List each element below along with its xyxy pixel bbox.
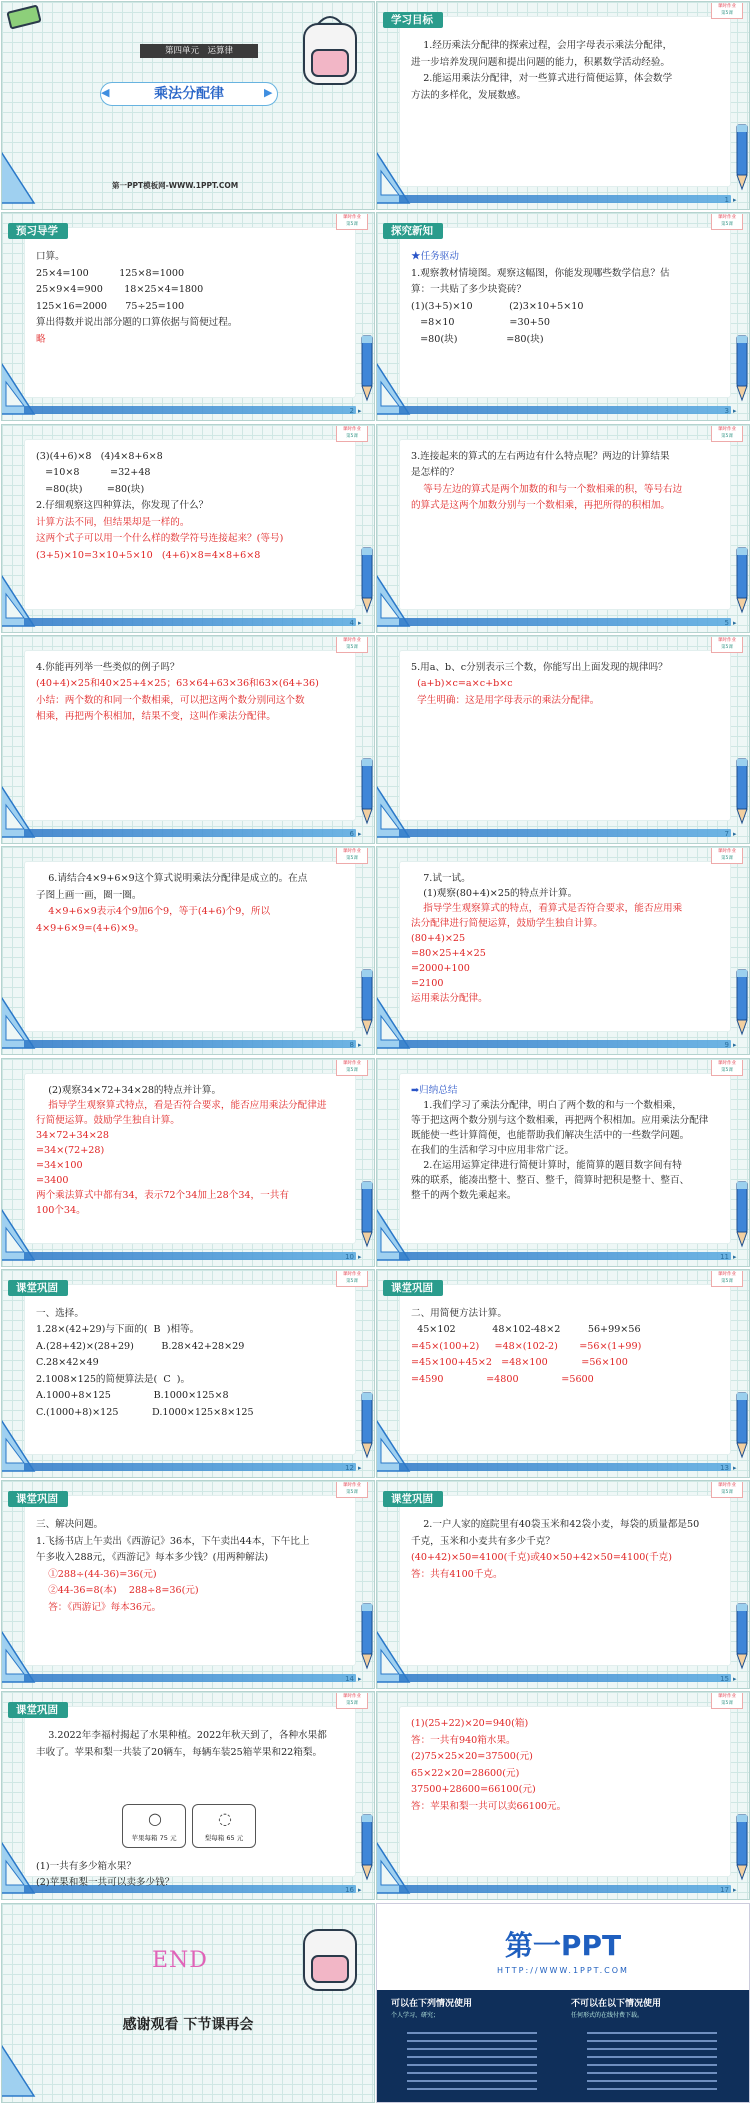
text-line: (2)观察34×72+34×28的特点并计算。 <box>36 1084 222 1096</box>
slide-s3 <box>376 212 750 421</box>
text-line: 2.仔细观察这四种算法，你发现了什么？ <box>36 500 209 512</box>
slide-s13 <box>376 1269 750 1478</box>
progress-strip <box>24 1463 356 1471</box>
page-number: 11 <box>720 1252 729 1261</box>
section-header: 课堂巩固 <box>8 1280 68 1296</box>
promo-link-line[interactable] <box>407 2040 537 2042</box>
text-line: 计算方法不同，但结果却是一样的。 <box>36 516 190 528</box>
text-line: C.(1000+8)×125 D.1000×125×8×125 <box>36 1406 254 1418</box>
slide-s8 <box>1 846 375 1055</box>
page-number: 13 <box>720 1463 729 1472</box>
promo-link-line[interactable] <box>407 2032 537 2034</box>
text-line: ②44-36=8(本) 288÷8=36(元) <box>36 1585 199 1597</box>
question-2: (2)苹果和梨一共可以卖多少钱？ <box>36 1877 175 1889</box>
text-line: =45×100+45×2 =48×100 =56×100 <box>411 1357 628 1369</box>
section-header: 学习目标 <box>383 12 443 28</box>
text-line: 千克，玉米和小麦共有多少千克？ <box>411 1535 555 1547</box>
lesson-tab <box>336 637 368 653</box>
slide-s16 <box>1 1691 375 1900</box>
progress-strip <box>399 195 731 203</box>
promo-left-sub: 个人学习、研究； <box>391 2011 440 2019</box>
promo-link-line[interactable] <box>587 2040 717 2042</box>
tab-top: 课时作业 <box>343 426 361 432</box>
tab-top: 课时作业 <box>343 1060 361 1066</box>
text-line: 2.1008×125的简便算法是( C )。 <box>36 1373 191 1385</box>
progress-strip <box>24 406 356 414</box>
pencil-icon <box>356 332 375 402</box>
promo-left-title: 可以在下列情况使用 <box>391 1998 473 2009</box>
lesson-tab <box>336 848 368 864</box>
promo-link-line[interactable] <box>587 2032 717 2034</box>
pencil-icon <box>356 966 375 1036</box>
lesson-tab <box>336 1482 368 1498</box>
page-number: 6 <box>349 829 354 838</box>
lesson-tab <box>711 1271 743 1287</box>
text-line: 算：一共贴了多少块瓷砖？ <box>411 284 527 296</box>
promo-link-line[interactable] <box>407 2064 537 2066</box>
text-line: =2000+100 <box>411 963 470 975</box>
text-line: 3.2022年李福村揭起了水果种植。2022年秋天到了，各种水果都 <box>36 1730 327 1742</box>
text-line: =80(块) =80(块) <box>411 333 544 345</box>
next-slide-icon[interactable]: ▸ <box>358 1886 362 1895</box>
page-number: 2 <box>349 407 354 416</box>
pencil-icon <box>356 1389 375 1459</box>
tab-top: 课时作业 <box>718 426 736 432</box>
next-slide-icon[interactable]: ▸ <box>358 829 362 838</box>
text-line: =3400 <box>36 1174 69 1186</box>
promo-link-line[interactable] <box>407 2088 537 2090</box>
slide-s11 <box>376 1058 750 1267</box>
text-line: 殊的联系，能凑出整十、整百、整千，简算时把积是整十、整百、 <box>411 1174 690 1186</box>
text-line: 45×102 48×102-48×2 56+99×56 <box>411 1324 641 1336</box>
pencil-icon <box>356 755 375 825</box>
text-line: 算出得数并说出部分题的口算依据与简便过程。 <box>36 317 238 329</box>
lesson-tab <box>711 3 743 19</box>
slide-text <box>411 1083 723 1203</box>
text-line: =34×(72+28) <box>36 1144 105 1156</box>
progress-strip <box>399 1463 731 1471</box>
text-line: 丰收了。苹果和梨一共装了20辆车，每辆车装25箱苹果和22箱梨。 <box>36 1746 323 1758</box>
text-line: 4.你能再列举一些类似的例子吗？ <box>36 661 180 673</box>
tab-top: 课时作业 <box>718 4 736 9</box>
promo-link-line[interactable] <box>407 2056 537 2058</box>
tab-top: 课时作业 <box>343 1483 361 1489</box>
slide-text <box>36 660 348 726</box>
slide-text <box>411 1716 723 1815</box>
pear-price-label: 梨每箱 65 元 <box>204 1834 244 1843</box>
page-number: 17 <box>720 1886 729 1895</box>
text-line: 2.在运用运算定律进行简便计算时，能简算的题目数字间有特 <box>411 1159 682 1171</box>
page-number: 15 <box>720 1675 729 1684</box>
text-line: 1.我们学习了乘法分配律，明白了两个数的和与一个数相乘， <box>411 1099 682 1111</box>
slide-text <box>36 1728 348 1761</box>
promo-right-sub: 任何形式的在线付费下载。 <box>571 2011 644 2019</box>
text-line: 口算。 <box>36 251 65 263</box>
text-line: 2.一户人家的庭院里有40袋玉米和42袋小麦，每袋的质量都是50 <box>411 1519 700 1531</box>
lesson-tab <box>711 1060 743 1076</box>
page-number: 14 <box>345 1675 354 1684</box>
pencil-icon <box>356 544 375 614</box>
tab-top: 课时作业 <box>718 637 736 643</box>
text-line: 在我们的生活和学习中应用非常广泛。 <box>411 1144 575 1156</box>
next-slide-icon[interactable]: ▸ <box>733 1252 737 1261</box>
text-line: 6.请结合4×9+6×9这个算式说明乘法分配律是成立的。在点 <box>36 873 308 885</box>
tab-bottom: 第5课 <box>721 11 733 16</box>
slide-text <box>36 871 348 937</box>
apple-box <box>122 1804 186 1848</box>
thanks-text: 感谢观看 下节课再会 <box>122 2016 254 2033</box>
next-slide-icon[interactable]: ▸ <box>733 407 737 416</box>
pencil-icon <box>356 1600 375 1670</box>
lesson-tab <box>336 1271 368 1287</box>
tab-top: 课时作业 <box>718 1271 736 1277</box>
lesson-tab <box>711 637 743 653</box>
lesson-tab <box>711 426 743 442</box>
text-line: 37500+28600=66100(元) <box>411 1784 536 1796</box>
text-line: 等于把这两个数分别与这个数相乘，再把两个积相加。应用乘法分配律 <box>411 1114 709 1126</box>
pencil-icon <box>731 121 750 191</box>
text-line: =10×8 =32+48 <box>36 467 151 479</box>
page-number: 3 <box>724 407 729 416</box>
slide-s14 <box>1 1480 375 1689</box>
text-line: 答：《西游记》每本36元。 <box>36 1601 162 1613</box>
progress-strip <box>24 1252 356 1260</box>
text-line: (a+b)×c=a×c+b×c <box>411 678 513 690</box>
tab-bottom: 第5课 <box>346 644 358 650</box>
progress-strip <box>399 1674 731 1682</box>
text-line: 午多收入288元，《西游记》每本多少钱？(用两种解法) <box>36 1552 269 1564</box>
promo-link-line[interactable] <box>407 2080 537 2082</box>
cover-slide <box>1 1 375 210</box>
next-slide-icon[interactable]: ▸ <box>358 1463 362 1472</box>
tab-top: 课时作业 <box>343 1271 361 1277</box>
text-line: 答：共有4100千克。 <box>411 1568 503 1580</box>
pencil-icon <box>731 755 750 825</box>
progress-strip <box>24 618 356 626</box>
tab-top: 课时作业 <box>718 849 736 855</box>
text-line: 100个34。 <box>36 1204 86 1216</box>
progress-strip <box>24 1674 356 1682</box>
text-line: A.(28+42)×(28+29) B.28×42+28×29 <box>36 1340 245 1352</box>
next-slide-icon[interactable]: ▸ <box>733 618 737 627</box>
page-number: 5 <box>724 618 729 627</box>
text-line: 既能使一些计算简便，也能帮助我们解决生活中的一些数学问题。 <box>411 1129 690 1141</box>
page-number: 4 <box>349 618 354 627</box>
tab-top: 课时作业 <box>343 215 361 221</box>
text-line: (3+5)×10=3×10+5×10 (4+6)×8=4×8+6×8 <box>36 549 261 561</box>
slide-text <box>36 1083 348 1218</box>
text-line: 略 <box>36 333 46 345</box>
text-line: =45×(100+2) =48×(102-2) =56×(1+99) <box>411 1340 642 1352</box>
lesson-tab <box>711 1482 743 1498</box>
next-slide-icon[interactable]: ▸ <box>733 1886 737 1895</box>
text-line: 子图上画一画，圈一圈。 <box>36 889 142 901</box>
progress-strip <box>399 406 731 414</box>
tab-top: 课时作业 <box>718 215 736 221</box>
backpack-icon <box>298 1918 362 1994</box>
text-line: ★任务驱动 <box>411 251 459 263</box>
promo-link-line[interactable] <box>587 2056 717 2058</box>
text-line: (40+42)×50=4100(千克)或40×50+42×50=4100(千克) <box>411 1552 672 1564</box>
tab-bottom: 第5课 <box>346 222 358 228</box>
section-header: 课堂巩固 <box>8 1491 68 1507</box>
text-line: =8×10 =30+50 <box>411 317 550 329</box>
progress-strip <box>24 829 356 837</box>
text-line: 等号左边的算式是两个加数的和与一个数相乘的积，等号右边 <box>411 483 683 495</box>
lesson-tab <box>336 214 368 230</box>
text-line: 两个乘法算式中都有34，表示72个34加上28个34，一共有 <box>36 1189 289 1201</box>
apple-icon: ○ <box>148 1809 162 1829</box>
text-line: (3)(4+6)×8 (4)4×8+6×8 <box>36 450 163 462</box>
text-line: 法分配律进行简便运算，鼓励学生独自计算。 <box>411 918 603 930</box>
progress-strip <box>399 1885 731 1893</box>
text-line: ①288÷(44-36)=36(元) <box>36 1568 157 1580</box>
lesson-tab <box>711 1693 743 1709</box>
text-line: C.28×42×49 <box>36 1357 99 1369</box>
lesson-tab <box>711 214 743 230</box>
promo-link-line[interactable] <box>587 2064 717 2066</box>
tab-top: 课时作业 <box>343 1694 361 1700</box>
section-header: 预习导学 <box>8 223 68 239</box>
promo-link-line[interactable] <box>587 2080 717 2082</box>
slide-s4 <box>1 424 375 633</box>
next-slide-icon[interactable]: ▸ <box>358 1675 362 1684</box>
pencil-icon <box>731 1811 750 1881</box>
unit-label: 第四单元 运算律 <box>140 44 258 58</box>
lesson-tab <box>711 848 743 864</box>
pencil-icon <box>731 1389 750 1459</box>
tab-bottom: 第5课 <box>721 1278 733 1284</box>
slide-text <box>411 871 723 1006</box>
next-slide-icon[interactable]: ▸ <box>358 407 362 416</box>
lesson-tab <box>336 1060 368 1076</box>
next-slide-icon[interactable]: ▸ <box>358 1252 362 1261</box>
tab-bottom: 第5课 <box>721 1490 733 1496</box>
triangle-ruler-icon <box>1 145 36 205</box>
slide-s12 <box>1 1269 375 1478</box>
text-line: 1.28×(42+29)与下面的( B )相等。 <box>36 1324 200 1336</box>
slide-s10 <box>1 1058 375 1267</box>
triangle-ruler-icon <box>1 2038 36 2098</box>
text-line: (40+4)×25和40×25+4×25；63×64+63×36和63×(64+36) <box>36 678 319 690</box>
page-number: 16 <box>345 1886 354 1895</box>
text-line: 1.经历乘法分配律的探索过程，会用字母表示乘法分配律， <box>411 40 673 51</box>
promo-link-line[interactable] <box>587 2048 717 2050</box>
tab-bottom: 第5课 <box>721 856 733 862</box>
slide-text <box>411 660 723 710</box>
tab-bottom: 第5课 <box>346 856 358 862</box>
pencil-icon <box>731 544 750 614</box>
slide-text <box>411 449 723 515</box>
promo-slide <box>376 1903 750 2103</box>
pencil-icon <box>731 1600 750 1670</box>
tab-bottom: 第5课 <box>346 1278 358 1284</box>
pencil-icon <box>356 1811 375 1881</box>
progress-strip <box>399 1040 731 1048</box>
pencil-icon <box>731 332 750 402</box>
question-1: (1)一共有多少箱水果？ <box>36 1861 136 1873</box>
text-line: A.1000+8×125 B.1000×125×8 <box>36 1390 229 1402</box>
tab-bottom: 第5课 <box>346 1701 358 1707</box>
progress-strip <box>399 1252 731 1260</box>
text-line: 是怎样的？ <box>411 467 459 479</box>
text-line: 25×4=100 125×8=1000 <box>36 267 185 279</box>
lesson-tab <box>336 1693 368 1709</box>
text-line: 答：一共有940箱水果。 <box>411 1734 516 1746</box>
pencil-icon <box>356 1178 375 1248</box>
progress-strip <box>24 1040 356 1048</box>
pencil-icon <box>731 1178 750 1248</box>
text-line: 三、解决问题。 <box>36 1519 104 1531</box>
text-line: 34×72+34×28 <box>36 1129 109 1141</box>
text-line: 小结：两个数的和同一个数相乘，可以把这两个数分别同这个数 <box>36 694 305 706</box>
promo-link-line[interactable] <box>587 2072 717 2074</box>
slide-text <box>411 1517 723 1583</box>
text-line: 25×9×4=900 18×25×4=1800 <box>36 284 204 296</box>
promo-right-title: 不可以在以下情况使用 <box>571 1998 662 2009</box>
slide-text <box>411 38 723 104</box>
tab-top: 课时作业 <box>718 1694 736 1700</box>
apple-price-label: 苹果每箱 75 元 <box>131 1834 177 1843</box>
page-number: 12 <box>345 1463 354 1472</box>
slide-text <box>36 1306 348 1422</box>
page-number: 1 <box>724 196 729 204</box>
arrow-left-icon: ◀ <box>101 86 110 99</box>
slide-text <box>36 449 348 565</box>
end-slide <box>1 1903 375 2103</box>
promo-link-line[interactable] <box>407 2048 537 2050</box>
text-line: 指导学生观察算式的特点，看算式是否符合要求，能否应用乘 <box>411 903 683 915</box>
slide-text <box>411 249 723 348</box>
text-line: 这两个式子可以用一个什么样的数学符号连接起来？(等号) <box>36 533 284 545</box>
slide-text <box>36 249 348 348</box>
text-line: 2.能运用乘法分配律，对一些算式进行简便运算，体会数学 <box>411 73 673 84</box>
slide-s2 <box>1 212 375 421</box>
section-header: 课堂巩固 <box>383 1491 443 1507</box>
text-line: 的算式是这两个加数分别与一个数相乘，再把所得的积相加。 <box>411 500 671 512</box>
text-line: (1)(25+22)×20=940(箱) <box>411 1718 529 1730</box>
progress-strip <box>399 829 731 837</box>
next-slide-icon[interactable]: ▸ <box>358 1041 362 1050</box>
text-line: 5.用a、b、c分别表示三个数，你能写出上面发现的规律吗？ <box>411 661 668 673</box>
arrow-right-icon: ▶ <box>264 86 273 99</box>
slide-s9 <box>376 846 750 1055</box>
text-line: 进一步培养发现问题和提出问题的能力，积累数学活动经验。 <box>411 56 671 68</box>
text-line: =4590 =4800 =5600 <box>411 1373 594 1385</box>
text-line: 行简便运算。鼓励学生独自计算。 <box>36 1114 180 1126</box>
text-line: =34×100 <box>36 1159 83 1171</box>
section-header: 课堂巩固 <box>383 1280 443 1296</box>
tab-bottom: 第5课 <box>346 1490 358 1496</box>
eraser-icon <box>6 4 41 29</box>
slide-s6 <box>1 635 375 844</box>
next-slide-icon[interactable]: ▸ <box>733 1675 737 1684</box>
lesson-tab <box>336 426 368 442</box>
text-line: 4×9+6×9表示4个9加6个9，等于(4+6)个9，所以 <box>36 906 271 918</box>
text-line: 二、用简便方法计算。 <box>411 1307 507 1319</box>
next-slide-icon[interactable]: ▸ <box>733 829 737 838</box>
text-line: 相乘，再把两个积相加，结果不变，这叫作乘法分配律。 <box>36 711 276 723</box>
progress-strip <box>399 618 731 626</box>
text-line: 答：苹果和梨一共可以卖66100元。 <box>411 1800 567 1812</box>
tab-bottom: 第5课 <box>721 644 733 650</box>
tab-bottom: 第5课 <box>721 1067 733 1073</box>
next-slide-icon[interactable]: ▸ <box>733 1041 737 1050</box>
pear-box <box>192 1804 256 1848</box>
next-slide-icon[interactable]: ▸ <box>733 196 737 204</box>
tab-bottom: 第5课 <box>721 222 733 228</box>
section-header: 探究新知 <box>383 223 443 239</box>
slide-text <box>36 1517 348 1616</box>
tab-top: 课时作业 <box>718 1483 736 1489</box>
text-line: 1.观察教材情境图。观察这幅图，你能发现哪些数学信息？估 <box>411 267 670 279</box>
slide-s1 <box>376 1 750 210</box>
end-word: END <box>152 1947 208 1973</box>
text-line: 3.连接起来的算式的左右两边有什么特点呢？两边的计算结果 <box>411 450 670 462</box>
text-line: 整千的两个数先乘起来。 <box>411 1189 517 1201</box>
text-line: 125×16=2000 75÷25=100 <box>36 300 185 312</box>
text-line: (1)(3+5)×10 (2)3×10+5×10 <box>411 300 584 312</box>
text-line: =80(块) =80(块) <box>36 483 145 495</box>
slide-s7 <box>376 635 750 844</box>
promo-link-line[interactable] <box>587 2088 717 2090</box>
text-line: 方法的多样化，发展数感。 <box>411 89 527 101</box>
page-number: 10 <box>345 1252 354 1261</box>
tab-bottom: 第5课 <box>346 433 358 439</box>
text-line: 1.飞扬书店上午卖出《西游记》36本，下午卖出44本，下午比上 <box>36 1535 310 1547</box>
text-line: 一、选择。 <box>36 1307 84 1319</box>
text-line: 指导学生观察算式特点，看是否符合要求，能否应用乘法分配律进 <box>36 1099 327 1111</box>
tab-top: 课时作业 <box>718 1060 736 1066</box>
text-line: 4×9+6×9=(4+6)×9。 <box>36 922 145 934</box>
page-number: 8 <box>349 1041 354 1050</box>
text-line: 学生明确：这是用字母表示的乘法分配律。 <box>411 694 600 706</box>
pencil-icon <box>731 966 750 1036</box>
tab-bottom: 第5课 <box>721 433 733 439</box>
slide-s15 <box>376 1480 750 1689</box>
tab-bottom: 第5课 <box>346 1067 358 1073</box>
tab-bottom: 第5课 <box>721 1701 733 1707</box>
text-line: ➡归纳总结 <box>411 1084 458 1096</box>
text-line: 运用乘法分配律。 <box>411 993 488 1005</box>
text-line: 7.试一试。 <box>411 873 471 885</box>
slide-s5 <box>376 424 750 633</box>
site-label: 第一PPT模板网-WWW.1PPT.COM <box>112 181 239 190</box>
backpack-icon <box>298 12 362 88</box>
page-number: 9 <box>724 1041 729 1050</box>
text-line: (1)观察(80+4)×25的特点并计算。 <box>411 888 578 900</box>
pear-icon: ◌ <box>218 1809 232 1829</box>
tab-top: 课时作业 <box>343 849 361 855</box>
page-number: 7 <box>724 829 729 838</box>
promo-logo: 第一PPT <box>504 1928 622 1962</box>
text-line: (2)75×25×20=37500(元) <box>411 1751 533 1763</box>
slide-s17 <box>376 1691 750 1900</box>
tab-top: 课时作业 <box>343 637 361 643</box>
next-slide-icon[interactable]: ▸ <box>733 1463 737 1472</box>
promo-link-line[interactable] <box>407 2072 537 2074</box>
section-header: 课堂巩固 <box>8 1702 68 1718</box>
text-line: =80×25+4×25 <box>411 948 486 960</box>
slide-text <box>411 1306 723 1389</box>
next-slide-icon[interactable]: ▸ <box>358 618 362 627</box>
text-line: 65×22×20=28600(元) <box>411 1767 520 1779</box>
promo-url: HTTP://WWW.1PPT.COM <box>497 1965 629 1975</box>
cover-title: 乘法分配律 <box>100 82 278 106</box>
text-line: (80+4)×25 <box>411 933 466 945</box>
text-line: =2100 <box>411 978 444 990</box>
